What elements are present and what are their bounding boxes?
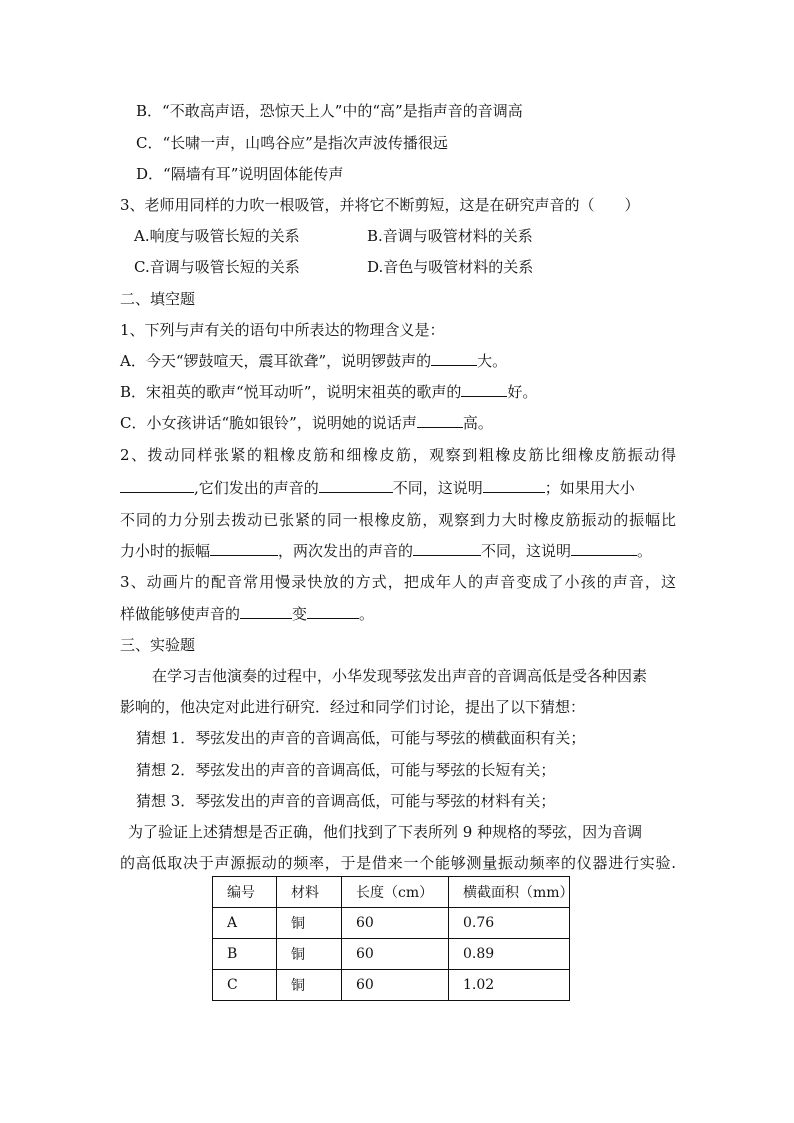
table-header-cell: 横截面积（mm） [449, 877, 570, 908]
blank-line[interactable] [307, 604, 359, 619]
fill-q2-line2-text-b: 不同，这说明 [392, 479, 483, 497]
fill-q1-c-text: C．小女孩讲话“脆如银铃”，说明她的说话声 [120, 414, 417, 432]
fill-q1-stem: 1、下列与声有关的语句中所表达的物理含义是： [120, 321, 445, 339]
fill-q3-line1: 3、动画片的配音常用慢录快放的方式，把成年人的声音变成了小孩的声音，这 [120, 573, 676, 591]
table-cell: 0.89 [449, 939, 570, 970]
table-cell: C [213, 970, 277, 1001]
guess-2: 猜想 2．琴弦发出的声音的音调高低，可能与琴弦的长短有关； [136, 761, 556, 779]
fill-q2-line3: 不同的力分别去拨动已张紧的同一根橡皮筋，观察到力大时橡皮筋振动的振幅比 [120, 511, 676, 529]
fill-q1-a-text: A．今天“锣鼓喧天，震耳欲聋”，说明锣鼓声的 [120, 352, 432, 370]
table-cell: A [213, 908, 277, 939]
table-cell: 60 [342, 908, 449, 939]
fill-q2-line4-text-d: 。 [637, 542, 653, 560]
fill-q1-c-tail: 高。 [462, 414, 493, 432]
table-row [213, 970, 570, 1001]
blank-line[interactable] [319, 478, 393, 493]
fill-q1-a [120, 351, 507, 371]
blank-line[interactable] [461, 382, 507, 397]
fill-q1-a-tail: 大。 [477, 352, 508, 370]
fill-q2-line4 [120, 541, 652, 561]
blank-line[interactable] [431, 351, 477, 366]
experiment-para-1: 为了验证上述猜想是否正确，他们找到了下表所列 9 种规格的琴弦，因为音调 [128, 823, 643, 841]
table-cell: 0.76 [449, 908, 570, 939]
table-header-cell: 材料 [277, 877, 342, 908]
fill-q3-line2 [120, 604, 374, 624]
fill-q2-line2 [120, 478, 635, 498]
fill-q2-line1: 2、拨动同样张紧的粗橡皮筋和细橡皮筋，观察到粗橡皮筋比细橡皮筋振动得 [120, 446, 676, 464]
blank-line[interactable] [483, 478, 545, 493]
string-spec-table [212, 876, 574, 1001]
table-cell: 铜 [277, 908, 342, 939]
guess-3: 猜想 3．琴弦发出的声音的音调高低，可能与琴弦的材料有关； [136, 792, 556, 810]
blank-line[interactable] [571, 541, 637, 556]
table-row [213, 939, 570, 970]
fill-q1-b-text: B．宋祖英的歌声“悦耳动听”，说明宋祖英的歌声的 [120, 383, 462, 401]
option-d-q2: D．“隔墙有耳”说明固体能传声 [136, 165, 344, 183]
fill-q1-b-tail: 好。 [507, 383, 538, 401]
table-cell: 60 [342, 970, 449, 1001]
question-3-stem: 3、老师用同样的力吹一根吸管，并将它不断剪短，这是在研究声音的（ ） [120, 196, 640, 214]
q3-option-b: B.音调与吸管材料的关系 [367, 227, 533, 245]
fill-q3-line2-text-a: 样做能够使声音的 [120, 605, 241, 623]
q3-option-d: D.音色与吸管材料的关系 [367, 258, 534, 276]
fill-q2-line4-text-a: 力小时的振幅 [120, 542, 211, 560]
section-3-heading: 三、实验题 [120, 636, 196, 654]
blank-line[interactable] [417, 413, 463, 428]
q3-option-c: C.音调与吸管长短的关系 [134, 258, 300, 276]
fill-q1-c [120, 413, 493, 433]
option-b-q2: B．“不敢高声语，恐惊天上人”中的“高”是指声音的音调高 [136, 102, 523, 120]
blank-line[interactable] [120, 478, 194, 493]
table-row [213, 908, 570, 939]
table-cell: 铜 [277, 939, 342, 970]
table-cell: 60 [342, 939, 449, 970]
fill-q2-line4-text-c: 不同，这说明 [481, 542, 572, 560]
q3-option-a: A.响度与吸管长短的关系 [134, 227, 300, 245]
fill-q2-line4-text-b: ，两次发出的声音的 [278, 542, 414, 560]
fill-q3-line2-text-b: 变 [292, 605, 308, 623]
option-c-q2: C．“长啸一声，山鸣谷应”是指次声波传播很远 [136, 134, 448, 152]
table-cell: 1.02 [449, 970, 570, 1001]
experiment-para-2: 的高低取决于声源振动的频率，于是借来一个能够测量振动频率的仪器进行实验. [120, 854, 676, 872]
blank-line[interactable] [210, 541, 278, 556]
experiment-intro-2: 影响的，他决定对此进行研究．经过和同学们讨论，提出了以下猜想： [120, 698, 586, 716]
table-header-row [213, 877, 570, 908]
fill-q3-line2-text-c: 。 [359, 605, 375, 623]
table-header-cell: 长度（cm） [342, 877, 449, 908]
section-2-heading: 二、填空题 [120, 290, 196, 308]
fill-q2-line2-text-c: ；如果用大小 [544, 479, 635, 497]
fill-q2-line2-text-a: ,它们发出的声音的 [194, 479, 319, 497]
table-header-cell: 编号 [213, 877, 277, 908]
experiment-intro-1: 在学习吉他演奏的过程中，小华发现琴弦发出声音的音调高低是受各种因素 [152, 667, 648, 685]
table-cell: 铜 [277, 970, 342, 1001]
table-cell: B [213, 939, 277, 970]
blank-line[interactable] [240, 604, 292, 619]
guess-1: 猜想 1．琴弦发出的声音的音调高低，可能与琴弦的横截面积有关； [136, 729, 586, 747]
fill-q1-b [120, 382, 537, 402]
blank-line[interactable] [413, 541, 481, 556]
